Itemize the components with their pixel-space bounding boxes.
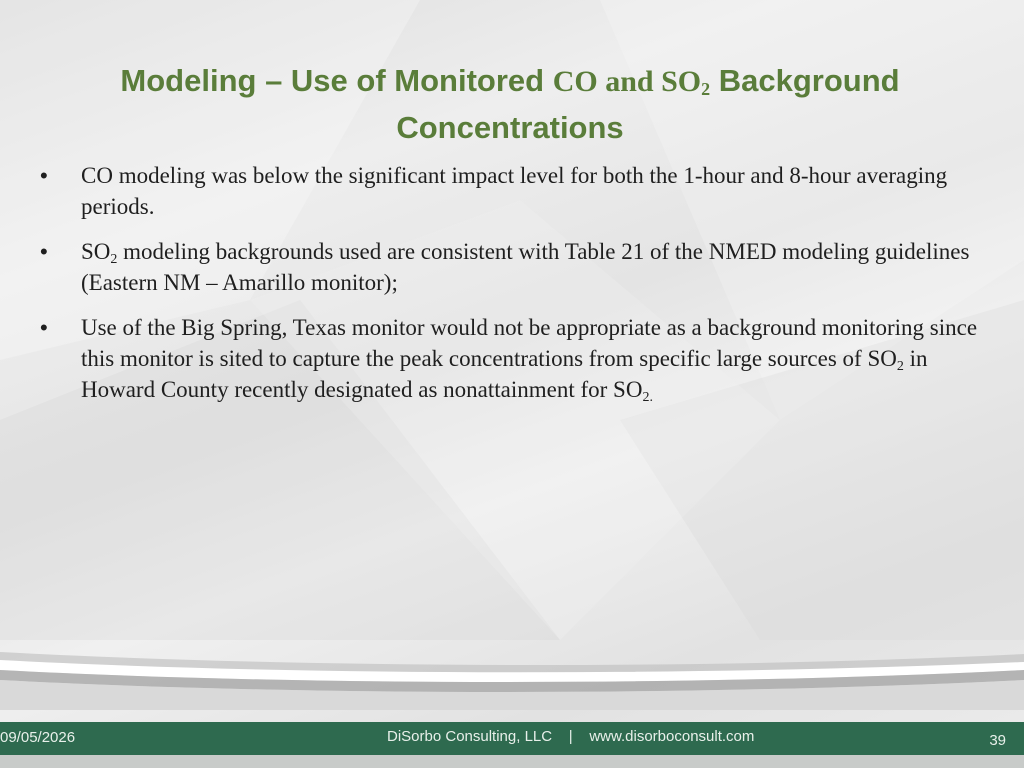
title-chemicals: CO and $SO_2$ (552, 65, 711, 99)
decorative-wave (0, 640, 1024, 710)
bullet-text: CO modeling was below the significant impact level for both the 1-hour and 8-hour averaging periods. (81, 163, 948, 219)
bullet-item (40, 236, 980, 298)
bullet-text: $SO_2$ modeling backgrounds used are consistent with Table 21 of the NMED modeling guidelines (Eastern NM – Amarillo monitor); (81, 239, 970, 295)
slide-title (60, 58, 960, 151)
bullet-item (40, 312, 980, 405)
title-line-2: Concentrations (396, 110, 624, 145)
title-text: Modeling – Use of Monitored (120, 63, 553, 98)
bullet-text: Use of the Big Spring, Texas monitor would not be appropriate as a background monitoring since this monitor is sited to capture the peak concentrations from specific large sources of $SO_2$ in Howard County recently designated as nonattainment for $SO_{2.}$ (81, 315, 978, 405)
footer-shadow (0, 755, 1024, 768)
bullet-icon: • (40, 315, 48, 340)
page-number: 39 (989, 732, 1006, 749)
title-text-end: Background (710, 63, 900, 98)
bullet-item (40, 160, 980, 222)
bullet-list (40, 160, 980, 419)
footer-bar (0, 722, 1024, 755)
bullet-icon: • (40, 239, 48, 264)
footer-date: 09/05/2026 (0, 729, 76, 746)
bullet-icon: • (40, 163, 48, 188)
footer-company: DiSorbo Consulting, LLC | www.disorboconsult.com (387, 728, 755, 745)
